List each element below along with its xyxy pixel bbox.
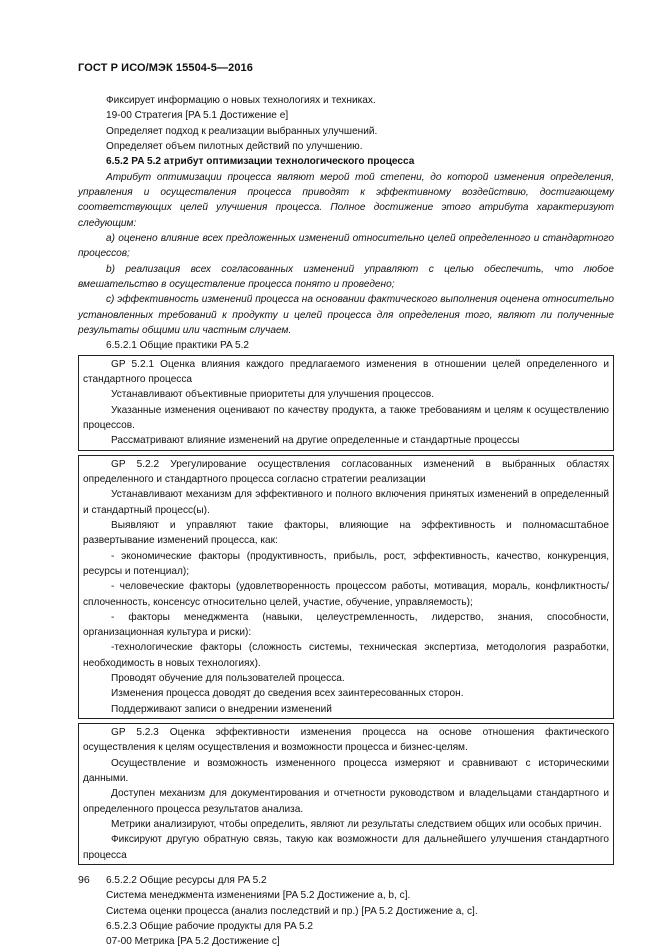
after-block [78,873,614,950]
practice-box-gp-5-2-2 [78,455,614,720]
intro-block [78,93,614,154]
practice-para: -технологические факторы (сложность системы, техническая экспертиза, методология разработки, необходимость в новых технологиях). [83,642,609,669]
practice-para: Проводят обучение для пользователей процесса. [111,673,345,685]
section-italic-para: b) реализация всех согласованных изменений управляют с целью обеспечить, что любое вмешательство в осуществление процесса понято и проведено; [78,263,614,290]
practice-box-gp-5-2-3 [78,723,614,865]
after-line: 07-00 Метрика [PA 5.2 Достижение c] [106,936,280,948]
page-number: 96 [78,874,90,886]
section-heading: 6.5.2 PA 5.2 атрибут оптимизации технологического процесса [106,156,415,168]
practice-para: Выявляют и управляют такие факторы, влияющие на эффективность и полномасштабное развертывание изменений процесса, как: [83,519,609,547]
intro-line: Определяет объем пилотных действий по улучшению. [106,140,363,152]
practice-para: GP 5.2.1 Оценка влияния каждого предлагаемого изменения в отношении целей определенного и стандартного процесса [83,358,609,385]
practice-para: Рассматривают влияние изменений на другие определенные и стандартные процессы [111,435,520,447]
section-subheading: 6.5.2.1 Общие практики PA 5.2 [106,340,250,352]
section-italic-para: Атрибут оптимизации процесса являют мерой той степени, до которой изменения определения, управления и осуществления процесса приводят к эффективному воздействию, достигающему соответствующих целей улучшения процесса. Полное достижение этого атрибута характеризуют следующим: [78,171,614,229]
practice-para: - человеческие факторы (удовлетворенность процессом работы, мотивация, мораль, конфликтность/сплоченность, консенсус относительно целей, участие, обучение, управляемость); [83,581,609,608]
after-line: Система менеджмента изменениями [PA 5.2 Достижение a, b, c]. [106,890,411,902]
after-line: 6.5.2.2 Общие ресурсы для PA 5.2 [106,875,267,887]
practice-para: Доступен механизм для документирования и отчетности руководством и владельцами стандартного и определенного процесса результатов анализа. [83,788,609,815]
section-block [78,154,614,353]
after-line: 6.5.2.3 Общие рабочие продукты для PA 5.2 [106,921,314,933]
intro-line: 19-00 Стратегия [PA 5.1 Достижение e] [106,110,289,122]
intro-line: Фиксирует информацию о новых технологиях и техниках. [106,95,376,106]
page-content [78,93,614,950]
practice-para: Фиксируют другую обратную связь, такую как возможности для дальнейшего улучшения стандартного процесса [83,834,609,861]
practice-para: Осуществление и возможность измененного процесса измеряют и сравнивают с историческими данными. [83,757,609,785]
practice-para: GP 5.2.2 Урегулирование осуществления согласованных изменений в выбранных областях определенного и стандартного процесса согласно стратегии реализации [83,458,609,485]
intro-line: Определяет подход к реализации выбранных улучшений. [106,125,378,137]
practice-para: Указанные изменения оценивают по качеству продукта, а также требованиям и целям к осуществлению процессов. [83,404,609,431]
practice-para: Устанавливают объективные приоритеты для улучшения процессов. [111,389,435,401]
practice-para: - экономические факторы (продуктивность, прибыль, рост, эффективность, качество, конкуренция, ресурсы и потенциал); [83,550,609,577]
practice-para: Устанавливают механизм для эффективного и полного включения принятых изменений в определенный и стандартный процесс(ы). [83,489,609,516]
section-italic-para: c) эффективность изменений процесса на основании фактического выполнения оценена относительно установленных требований к продукту и целей процесса для определения того, являют ли полученные результаты общими или частным случаем. [78,294,614,336]
after-line: Система оценки процесса (анализ последствий и пр.) [PA 5.2 Достижение a, c]. [106,905,478,917]
practice-para: GP 5.2.3 Оценка эффективности изменения процесса на основе отношения фактического осуществления к целям осуществления и возможности процесса и бизнес-целям. [83,727,609,754]
practice-para: Изменения процесса доводят до сведения всех заинтересованных сторон. [111,688,464,700]
practice-para: Поддерживают записи о внедрении изменений [111,703,332,715]
practice-para: Метрики анализируют, чтобы определить, являют ли результаты следствием общих или особых причин. [111,819,602,831]
document-header: ГОСТ Р ИСО/МЭК 15504-5—2016 [78,62,253,74]
practice-box-gp-5-2-1 [78,355,614,451]
practice-para: - факторы менеджмента (навыки, целеустремленность, лидерство, знания, способности, организационная культура и риски): [83,611,609,639]
section-italic-para: а) оценено влияние всех предложенных изменений относительно целей определенного и стандартного процессов; [78,232,614,260]
